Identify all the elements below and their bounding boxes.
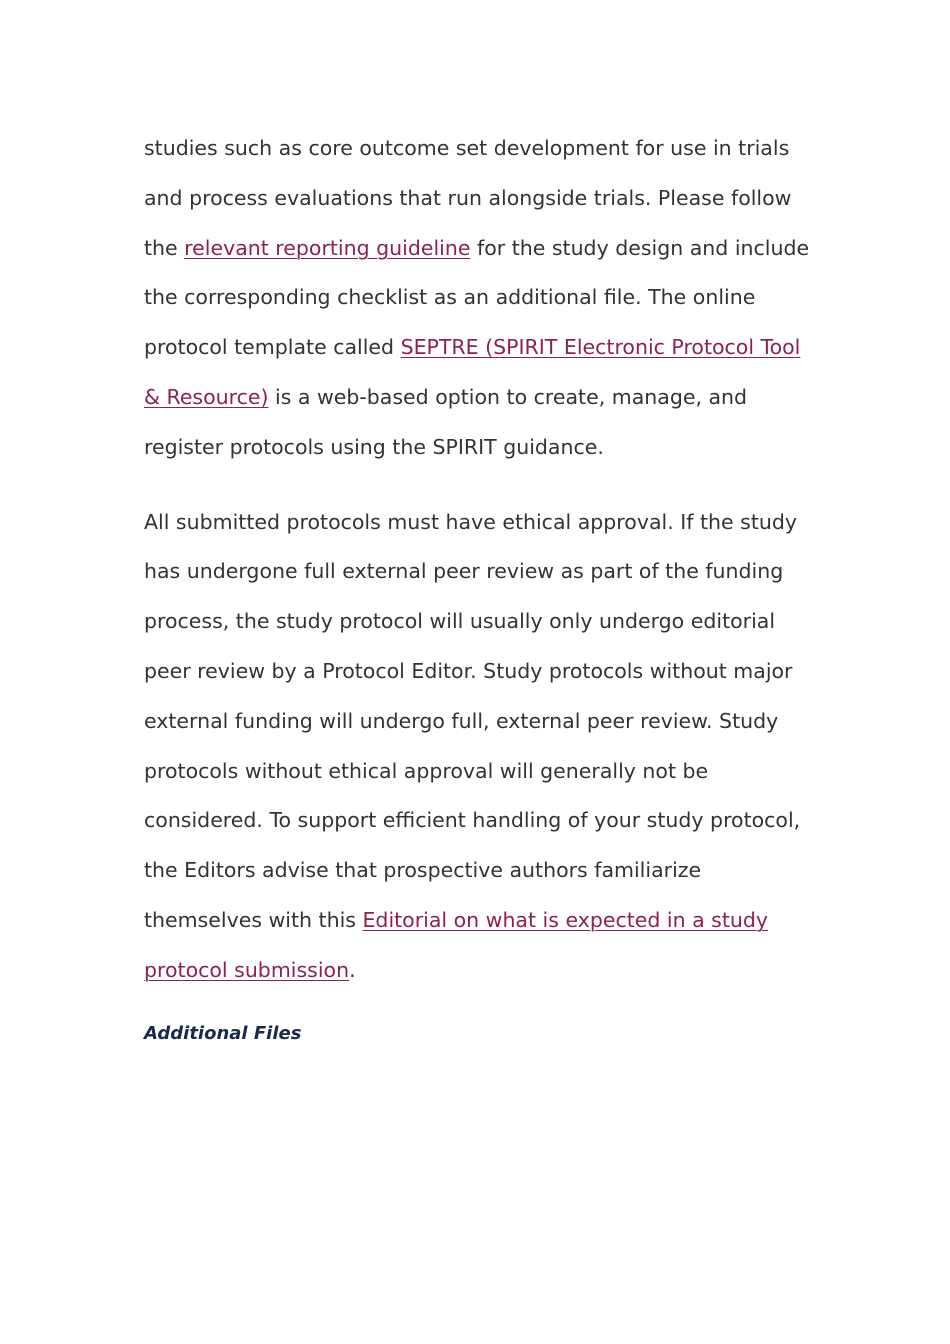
article-body xyxy=(144,124,816,1046)
paragraph-text: . xyxy=(349,957,356,982)
paragraph-text: for the study design and include the corresponding checklist as an additional file. The online protocol template called xyxy=(144,235,810,360)
paragraph-reporting-guidelines xyxy=(144,124,816,473)
editorial-link[interactable]: Editorial on what is expected in a study protocol submission xyxy=(144,907,769,982)
paragraph-text: is a web-based option to create, manage, and register protocols using the SPIRIT guidance. xyxy=(144,384,748,459)
paragraph-text: studies such as core outcome set development for use in trials and process evaluations that run alongside trials. Please follow the xyxy=(144,136,792,260)
paragraph-ethical-approval xyxy=(144,498,816,996)
paragraph-text: All submitted protocols must have ethical approval. If the study has undergone full external peer review as part of the funding process, the study protocol will usually only undergo editorial peer review by a Protocol Editor. Study protocols without major external funding will undergo full, external peer review. Study protocols without ethical approval will generally not be considered. To support efficient handling of your study protocol, the Editors advise that prospective authors familiarize themselves with this xyxy=(144,509,801,932)
septre-link[interactable]: SEPTRE (SPIRIT Electronic Protocol Tool & Resource) xyxy=(144,335,801,409)
reporting-guideline-link[interactable]: relevant reporting guideline xyxy=(184,235,471,260)
additional-files-heading: Additional Files xyxy=(144,1022,302,1044)
